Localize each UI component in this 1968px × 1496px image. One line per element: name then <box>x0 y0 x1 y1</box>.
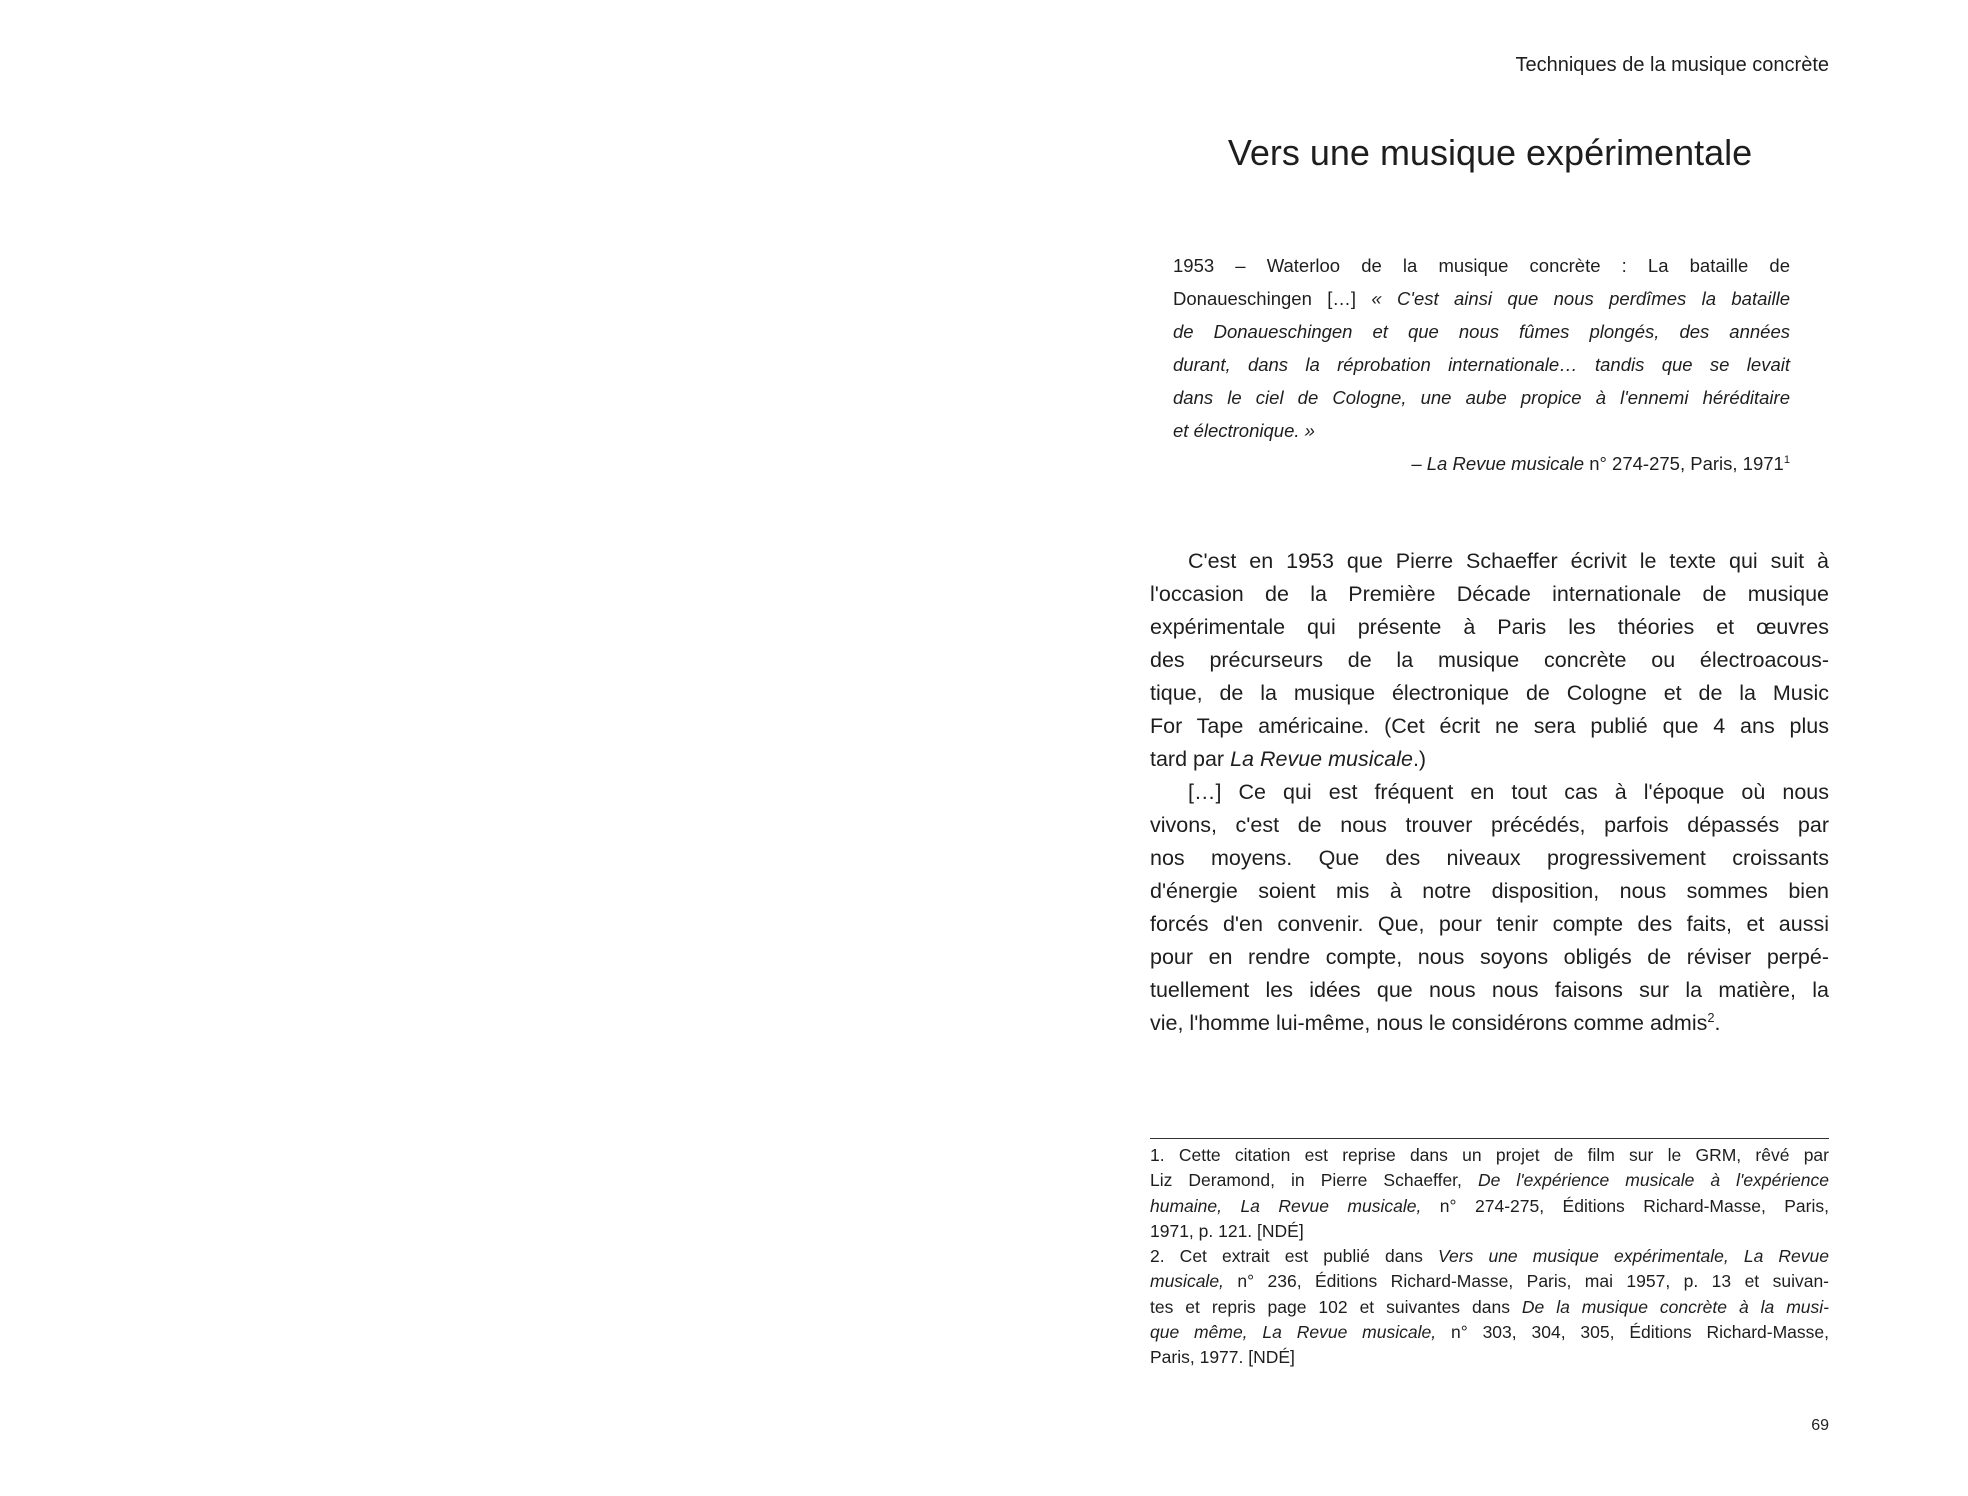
text-line <box>1150 776 1829 809</box>
text-line <box>1150 1194 1829 1219</box>
text-line <box>1150 1345 1829 1370</box>
footnote-rule <box>1150 1138 1829 1139</box>
text-line <box>1173 315 1790 348</box>
text-segment: humaine, La Revue musicale, <box>1150 1195 1422 1216</box>
text-line <box>1150 974 1829 1007</box>
text-line <box>1150 578 1829 611</box>
text-line <box>1150 842 1829 875</box>
text-segment: 1953 – Waterloo de la musique concrète : La bataille de <box>1173 255 1790 276</box>
text-line <box>1150 908 1829 941</box>
text-line <box>1150 1269 1829 1294</box>
body-text <box>1150 545 1829 1040</box>
text-segment: durant, dans la réprobation internationale… tandis que se levait <box>1173 354 1790 375</box>
text-line <box>1173 282 1790 315</box>
text-line <box>1150 1295 1829 1320</box>
text-segment: « C'est ainsi que nous perdîmes la bataille <box>1371 288 1791 309</box>
text-segment: des précurseurs de la musique concrète ou électroacous- <box>1150 648 1829 672</box>
text-segment: l'occasion de la Première Décade internationale de musique <box>1150 582 1829 606</box>
text-segment: que même, La Revue musicale, <box>1150 1322 1437 1343</box>
footnote-ref: 2 <box>1707 1009 1715 1025</box>
text-line <box>1173 414 1790 447</box>
text-line <box>1150 1219 1829 1244</box>
text-segment: Paris, 1977. [NDÉ] <box>1150 1347 1295 1368</box>
footnote-ref: 1 <box>1783 453 1790 466</box>
text-segment: musicale, <box>1150 1271 1224 1292</box>
text-segment: De l'expérience musicale à l'expérience <box>1477 1170 1829 1191</box>
text-segment: forcés d'en convenir. Que, pour tenir compte des faits, et aussi <box>1150 912 1829 936</box>
text-segment: 2. Cet extrait est publié dans <box>1150 1246 1439 1267</box>
text-segment: pour en rendre compte, nous soyons obligés de réviser perpé- <box>1150 945 1829 969</box>
text-segment: tique, de la musique électronique de Cologne et de la Music <box>1150 681 1829 705</box>
text-segment: .) <box>1412 747 1427 771</box>
text-line <box>1150 875 1829 908</box>
text-segment: expérimentale qui présente à Paris les théories et œuvres <box>1150 615 1829 639</box>
text-line <box>1150 644 1829 677</box>
text-line <box>1150 677 1829 710</box>
text-segment: nos moyens. Que des niveaux progressivement croissants <box>1150 846 1829 870</box>
text-line <box>1150 809 1829 842</box>
text-line <box>1150 1320 1829 1345</box>
running-head: Techniques de la musique concrète <box>1515 54 1829 76</box>
page-number: 69 <box>1811 1417 1829 1434</box>
text-segment: […] Ce qui est fréquent en tout cas à l'époque où nous <box>1188 780 1829 804</box>
text-segment: Liz Deramond, in Pierre Schaeffer, <box>1150 1170 1478 1191</box>
text-segment: For Tape américaine. (Cet écrit ne sera publié que 4 ans plus <box>1150 714 1829 738</box>
text-segment: n° 303, 304, 305, Éditions Richard-Masse, <box>1436 1322 1829 1343</box>
text-segment: et électronique. » <box>1173 420 1315 441</box>
text-line <box>1150 1007 1829 1040</box>
text-segment: tard par <box>1150 747 1231 771</box>
text-segment: De la musique concrète à la musi- <box>1521 1296 1829 1317</box>
text-line <box>1150 1143 1829 1168</box>
text-segment: La Revue musicale <box>1426 453 1585 474</box>
text-line <box>1150 1244 1829 1269</box>
text-segment: n° 236, Éditions Richard-Masse, Paris, mai 1957, p. 13 et suivan- <box>1223 1271 1829 1292</box>
text-line <box>1173 249 1790 282</box>
footnotes <box>1150 1143 1829 1371</box>
text-segment: vivons, c'est de nous trouver précédés, parfois dépassés par <box>1150 813 1829 837</box>
text-line <box>1150 1168 1829 1193</box>
text-segment: La Revue musicale <box>1230 747 1413 771</box>
text-segment: 1. Cette citation est reprise dans un projet de film sur le GRM, rêvé par <box>1150 1145 1829 1165</box>
text-line <box>1173 381 1790 414</box>
text-line <box>1150 545 1829 578</box>
text-segment: d'énergie soient mis à notre disposition, nous sommes bien <box>1150 879 1829 903</box>
text-line <box>1150 743 1829 776</box>
text-segment: Donaueschingen […] <box>1173 288 1372 309</box>
text-segment: tuellement les idées que nous nous faisons sur la matière, la <box>1150 978 1829 1002</box>
text-segment: de Donaueschingen et que nous fûmes plongés, des années <box>1173 321 1790 342</box>
chapter-title: Vers une musique expérimentale <box>1227 132 1753 173</box>
epigraph <box>1173 249 1790 480</box>
text-segment: C'est en 1953 que Pierre Schaeffer écrivit le texte qui suit à <box>1188 549 1829 573</box>
text-segment: – <box>1411 453 1427 474</box>
text-segment: . <box>1714 1011 1721 1035</box>
text-line <box>1173 348 1790 381</box>
text-segment: dans le ciel de Cologne, une aube propice à l'ennemi héréditaire <box>1173 387 1790 408</box>
text-segment: tes et repris page 102 et suivantes dans <box>1150 1296 1522 1317</box>
text-line <box>1150 941 1829 974</box>
text-segment: Vers une musique expérimentale, La Revue <box>1438 1246 1829 1267</box>
text-segment: vie, l'homme lui-même, nous le considérons comme admis <box>1150 1011 1708 1035</box>
text-segment: n° 274-275, Paris, 1971 <box>1584 453 1784 474</box>
text-line <box>1150 710 1829 743</box>
text-segment: n° 274-275, Éditions Richard-Masse, Paris, <box>1421 1195 1829 1216</box>
text-segment: 1971, p. 121. [NDÉ] <box>1150 1220 1304 1241</box>
text-line <box>1173 447 1790 480</box>
text-line <box>1150 611 1829 644</box>
